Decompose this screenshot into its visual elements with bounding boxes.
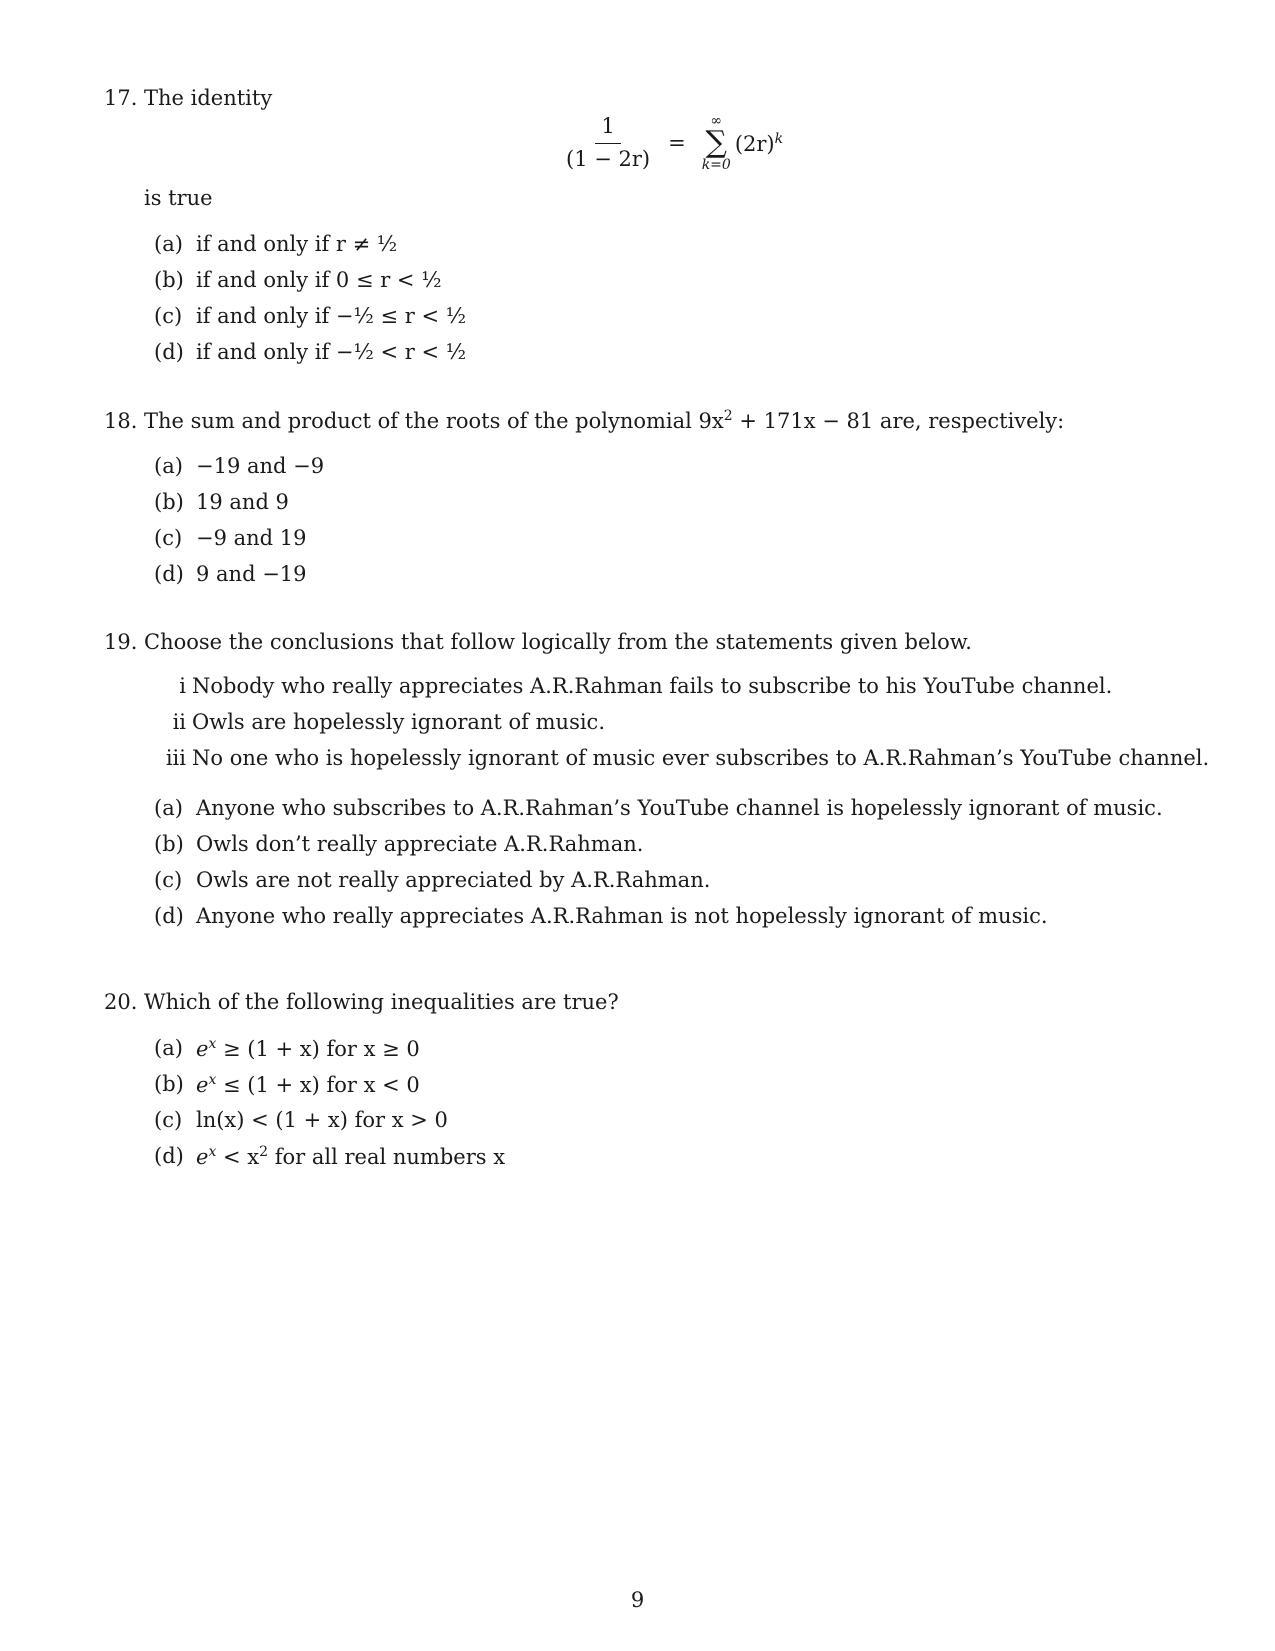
question-number: 20.: [104, 990, 138, 1014]
option-c[interactable]: (c) ln(x) < (1 + x) for x > 0: [154, 1108, 448, 1132]
option-b[interactable]: (b) $e^x \le (1 + x)$ for x < 0: [154, 1071, 420, 1097]
identity-equation: [560, 114, 783, 172]
question-number: 18.: [104, 409, 138, 433]
question-20: [104, 990, 1204, 1014]
option-a[interactable]: (a) Anyone who subscribes to A.R.Rahman’s YouTube channel is hopelessly ignorant of music.: [154, 796, 1163, 820]
option-b[interactable]: (b) Owls don’t really appreciate A.R.Rahman.: [154, 832, 644, 856]
question-18-options: [154, 448, 324, 592]
question-number: 17.: [104, 86, 138, 110]
question-text: Which of the following inequalities are true?: [144, 990, 619, 1014]
statement-i: i Nobody who really appreciates A.R.Rahman fails to subscribe to his YouTube channel.: [179, 674, 1113, 698]
equals-sign: =: [668, 131, 686, 155]
option-b[interactable]: (b) 19 and 9: [154, 490, 289, 514]
page-number: 9: [630, 1588, 645, 1612]
option-a[interactable]: (a) if and only if r ≠ ½: [154, 232, 398, 256]
question-19-stem: [104, 630, 1204, 654]
question-text: The sum and product of the roots of the polynomial $9x^2 + 171x - 81$ are, respectively:: [144, 408, 1065, 433]
equation-lhs-fraction: $\frac{1}{(1 - 2r)}$: [566, 114, 651, 171]
question-17: [104, 86, 1204, 110]
question-19-statements: [152, 668, 1209, 776]
option-a[interactable]: (a) −19 and −9: [154, 454, 325, 478]
question-19-options: [154, 790, 1163, 934]
summation-term: $(2r)^k$: [734, 130, 784, 156]
question-number: 19.: [104, 630, 138, 654]
question-20-stem: [104, 990, 1204, 1014]
question-text: Choose the conclusions that follow logically from the statements given below.: [144, 630, 972, 654]
statement-ii: ii Owls are hopelessly ignorant of music.: [172, 710, 605, 734]
statement-iii: iii No one who is hopelessly ignorant of music ever subscribes to A.R.Rahman’s YouTube channel.: [165, 746, 1210, 770]
question-text: The identity: [144, 86, 273, 110]
option-a[interactable]: (a) $e^x \ge (1 + x)$ for x ≥ 0: [154, 1035, 420, 1061]
option-b[interactable]: (b) if and only if 0 ≤ r < ½: [154, 268, 442, 292]
question-17-continuation: is true: [144, 186, 213, 210]
option-d[interactable]: (d) 9 and −19: [154, 562, 307, 586]
option-d[interactable]: (d) Anyone who really appreciates A.R.Rahman is not hopelessly ignorant of music.: [154, 904, 1048, 928]
option-d[interactable]: (d) if and only if −½ < r < ½: [154, 340, 467, 364]
option-c[interactable]: (c) if and only if −½ ≤ r < ½: [154, 304, 467, 328]
question-17-stem: [104, 86, 1204, 110]
question-17-options: [154, 226, 466, 370]
question-18: [104, 408, 1204, 433]
question-18-stem: [104, 408, 1204, 433]
option-d[interactable]: (d) $e^x < x^2$ for all real numbers x: [154, 1143, 506, 1169]
option-c[interactable]: (c) −9 and 19: [154, 526, 307, 550]
question-19: [104, 630, 1204, 654]
question-20-options: [154, 1030, 505, 1174]
option-c[interactable]: (c) Owls are not really appreciated by A.R.Rahman.: [154, 868, 711, 892]
summation: ∞ ∑ k=0: [701, 113, 731, 173]
